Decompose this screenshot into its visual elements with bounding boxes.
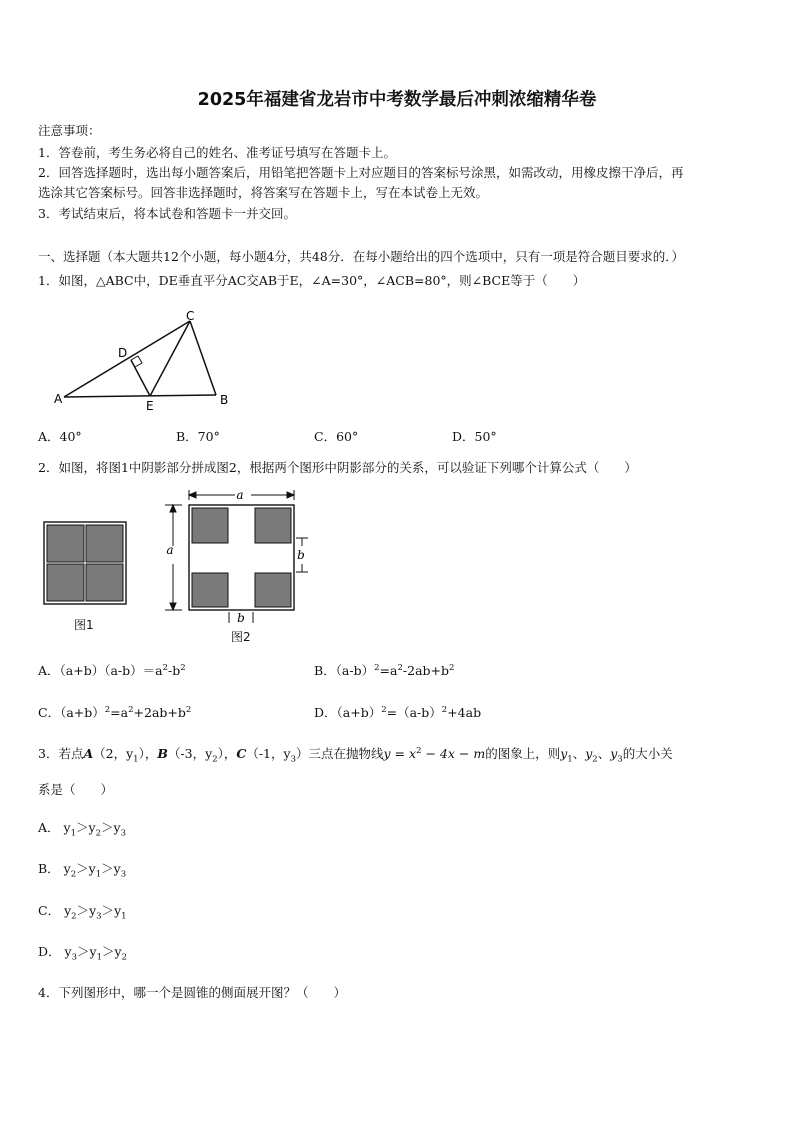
q3-option-b: B． $y_2>y_1>y_3$ [38, 861, 127, 880]
notice-item-3: 3．考试结束后，将本试卷和答题卡一并交回。 [38, 206, 296, 221]
fig2-top-a: a [236, 488, 244, 502]
side-cb [190, 321, 216, 395]
label-c: C [186, 309, 195, 323]
triangle-figure [52, 309, 242, 415]
question-2-text: 2．如图，将图1中阴影部分拼成图2，根据两个图形中阴影部分的关系，可以验证下列哪个计算公式（ ） [38, 460, 637, 475]
q2-option-d: D．$(a+b)^2=(a-b)^2+4ab$ [314, 704, 482, 720]
label-e: E [146, 399, 154, 413]
figure-1 [42, 520, 128, 608]
notice-item-2: 2．回答选择题时，选出每小题答案后，用铅笔把答题卡上对应题目的答案标号涂黑，如需改动，用橡皮擦干净后，再 [38, 165, 684, 180]
figure-2 [160, 484, 312, 634]
q1-option-a: A．40° [38, 429, 82, 444]
question-1-text: 1．如图，△ABC中，DE垂直平分AC交AB于E，∠A=30°，∠ACB=80°，则∠BCE等于（ ） [38, 273, 586, 288]
side-ab [64, 395, 216, 397]
label-a: A [54, 392, 63, 406]
notice-item-2-cont: 选涂其它答案标号。回答非选择题时，将答案写在答题卡上，写在本试卷上无效。 [38, 185, 489, 200]
label-d: D [118, 346, 128, 360]
q1-option-d: D．50° [452, 429, 497, 444]
notice-item-1: 1．答卷前，考生务必将自己的姓名、准考证号填写在答题卡上。 [38, 145, 396, 160]
fig2-right-b: b [297, 548, 305, 562]
q2-option-c: C．$(a+b)^2=a^2+2ab+b^2$ [38, 704, 192, 720]
label-b: B [220, 393, 229, 407]
notice-heading: 注意事项： [38, 123, 101, 138]
figure-1-label: 图1 [74, 618, 94, 632]
section-heading: 一、选择题（本大题共12个小题，每小题4分，共48分．在每小题给出的四个选项中，只有一项是符合题目要求的．） [38, 249, 685, 264]
right-angle-mark [131, 356, 142, 367]
page-title: 2025年福建省龙岩市中考数学最后冲刺浓缩精华卷 [197, 90, 597, 110]
question-3-line-1: 3．若点A（2，$y_1$），B（-3，$y_2$），C（-1，$y_3$）三点在抛物线$y = x^2 - 4x - m$的图象上，则$y_1$、$y_2$、$y_3$的大小关 [38, 745, 673, 765]
question-3-line-2: 系是（ ） [38, 782, 114, 797]
fig2-left-a: a [166, 543, 174, 557]
segment-de [131, 360, 150, 396]
question-4-text: 4．下列图形中，哪一个是圆锥的侧面展开图？（ ） [38, 985, 346, 1000]
q1-option-b: B．70° [176, 429, 220, 444]
q3-option-c: C． $y_2>y_3>y_1$ [38, 903, 127, 922]
q2-option-b: B．$(a-b)^2=a^2-2ab+b^2$ [314, 662, 455, 678]
fig2-bottom-b: b [237, 611, 245, 625]
q3-option-d: D． $y_3>y_1>y_2$ [38, 944, 127, 963]
q1-option-c: C．60° [314, 429, 359, 444]
figure-2-label: 图2 [231, 630, 251, 644]
q3-option-a: A． $y_1>y_2>y_3$ [38, 820, 126, 839]
q2-option-a: A．$(a+b)(a-b)=a^2-b^2$ [38, 662, 186, 678]
